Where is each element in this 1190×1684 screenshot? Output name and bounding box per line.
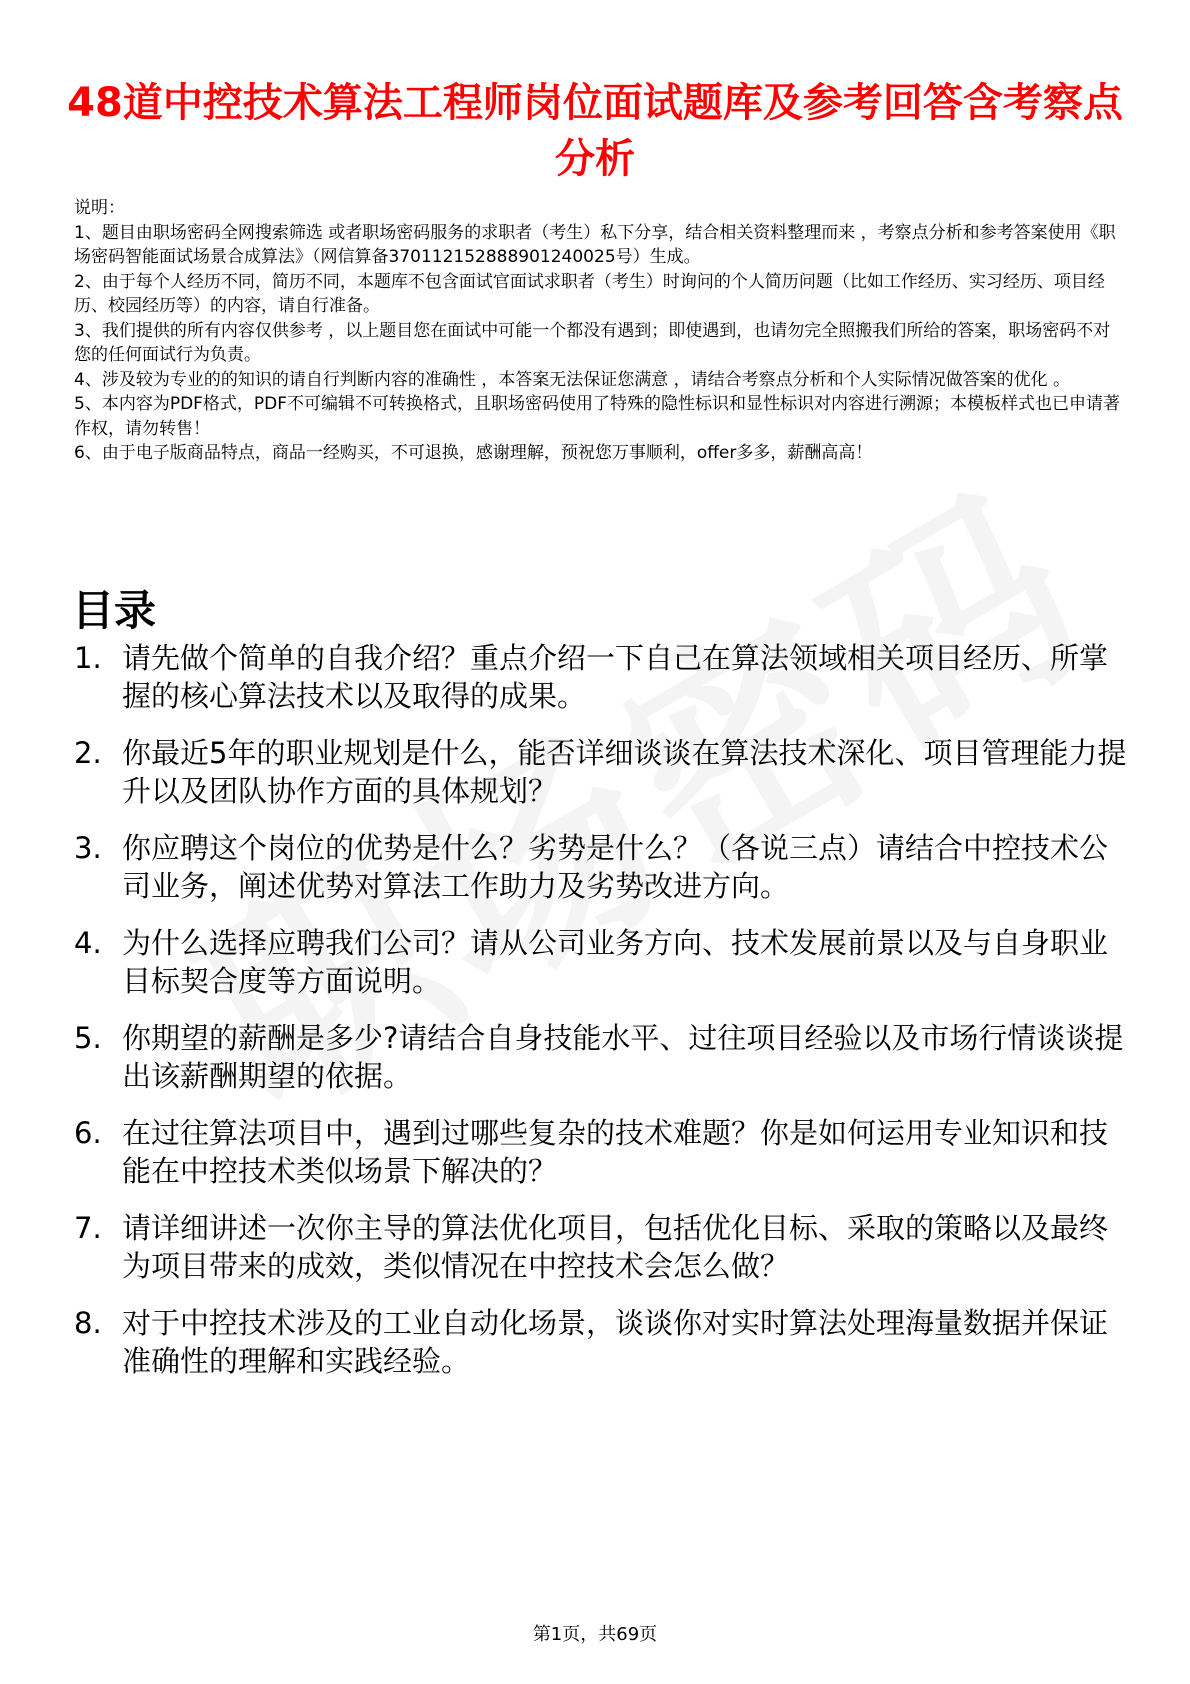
toc-item-text[interactable]: 对于中控技术涉及的工业自动化场景，谈谈你对实时算法处理海量数据并保证准确性的理解和实践经验。 — [122, 1306, 1109, 1378]
page-title: 48道中控技术算法工程师岗位面试题库及参考回答含考察点分析 — [67, 79, 1123, 182]
instruction-item: 5、本内容为PDF格式，PDF不可编辑不可转换格式，且职场密码使用了特殊的隐性标识和显性标识对内容进行溯源；本模板样式也已申请著作权，请勿转售！ — [74, 394, 1121, 439]
toc-item-text[interactable]: 为什么选择应聘我们公司？请从公司业务方向、技术发展前景以及与自身职业目标契合度等方面说明。 — [122, 926, 1109, 998]
toc-item-number: 3. — [74, 831, 102, 865]
toc-item-number: 8. — [74, 1306, 102, 1340]
instruction-item: 3、我们提供的所有内容仅供参考 ，以上题目您在面试中可能一个都没有遇到；即使遇到，也请勿完全照搬我们所给的答案，职场密码不对您的任何面试行为负责。 — [74, 320, 1111, 365]
page-number: 第1页，共69页 — [532, 1624, 658, 1645]
instruction-item: 2、由于每个人经历不同，简历不同，本题库不包含面试官面试求职者（考生）时询问的个人简历问题（比如工作经历、实习经历、项目经历、校园经历等）的内容，请自行准备。 — [74, 271, 1105, 316]
instructions-section — [74, 196, 1124, 466]
toc-item-number: 6. — [74, 1116, 102, 1150]
toc-item-number: 1. — [74, 641, 102, 675]
instruction-item: 1、题目由职场密码全网搜索筛选 或者职场密码服务的求职者（考生）私下分享，结合相关资料整理而来 ，考察点分析和参考答案使用《职场密码智能面试场景合成算法》（网信算备370112152888901240025号）生成。 — [74, 222, 1116, 267]
instructions-label: 说明： — [74, 198, 125, 218]
toc-item[interactable] — [74, 1020, 1134, 1095]
toc-item-number: 7. — [74, 1211, 102, 1245]
toc-item-text[interactable]: 你期望的薪酬是多少?请结合自身技能水平、过往项目经验以及市场行情谈谈提出该薪酬期望的依据。 — [122, 1021, 1124, 1093]
toc-item-text[interactable]: 在过往算法项目中，遇到过哪些复杂的技术难题？你是如何运用专业知识和技能在中控技术类似场景下解决的？ — [122, 1116, 1109, 1188]
toc-item[interactable] — [74, 1115, 1134, 1190]
toc-heading: 目录 — [72, 585, 157, 635]
toc-item-number: 2. — [74, 736, 102, 770]
toc-item-number: 5. — [74, 1021, 102, 1055]
toc-item[interactable] — [74, 1210, 1134, 1285]
toc-item[interactable] — [74, 830, 1134, 905]
table-of-contents — [74, 640, 1134, 1400]
toc-item-text[interactable]: 请先做个简单的自我介绍？重点介绍一下自己在算法领域相关项目经历、所掌握的核心算法技术以及取得的成果。 — [122, 641, 1109, 713]
instruction-item: 6、由于电子版商品特点，商品一经购买，不可退换，感谢理解，预祝您万事顺利，offer多多，薪酬高高！ — [74, 443, 873, 463]
toc-item[interactable] — [74, 925, 1134, 1000]
toc-item-text[interactable]: 请详细讲述一次你主导的算法优化项目，包括优化目标、采取的策略以及最终为项目带来的成效，类似情况在中控技术会怎么做？ — [122, 1211, 1109, 1283]
toc-item-number: 4. — [74, 926, 102, 960]
toc-item[interactable] — [74, 640, 1134, 715]
toc-item[interactable] — [74, 1305, 1134, 1380]
toc-item[interactable] — [74, 735, 1134, 810]
toc-item-text[interactable]: 你最近5年的职业规划是什么，能否详细谈谈在算法技术深化、项目管理能力提升以及团队协作方面的具体规划？ — [122, 736, 1127, 808]
toc-item-text[interactable]: 你应聘这个岗位的优势是什么？劣势是什么？（各说三点）请结合中控技术公司业务，阐述优势对算法工作助力及劣势改进方向。 — [122, 831, 1109, 903]
instruction-item: 4、涉及较为专业的的知识的请自行判断内容的准确性 ，本答案无法保证您满意 ，请结合考察点分析和个人实际情况做答案的优化 。 — [74, 369, 1071, 390]
